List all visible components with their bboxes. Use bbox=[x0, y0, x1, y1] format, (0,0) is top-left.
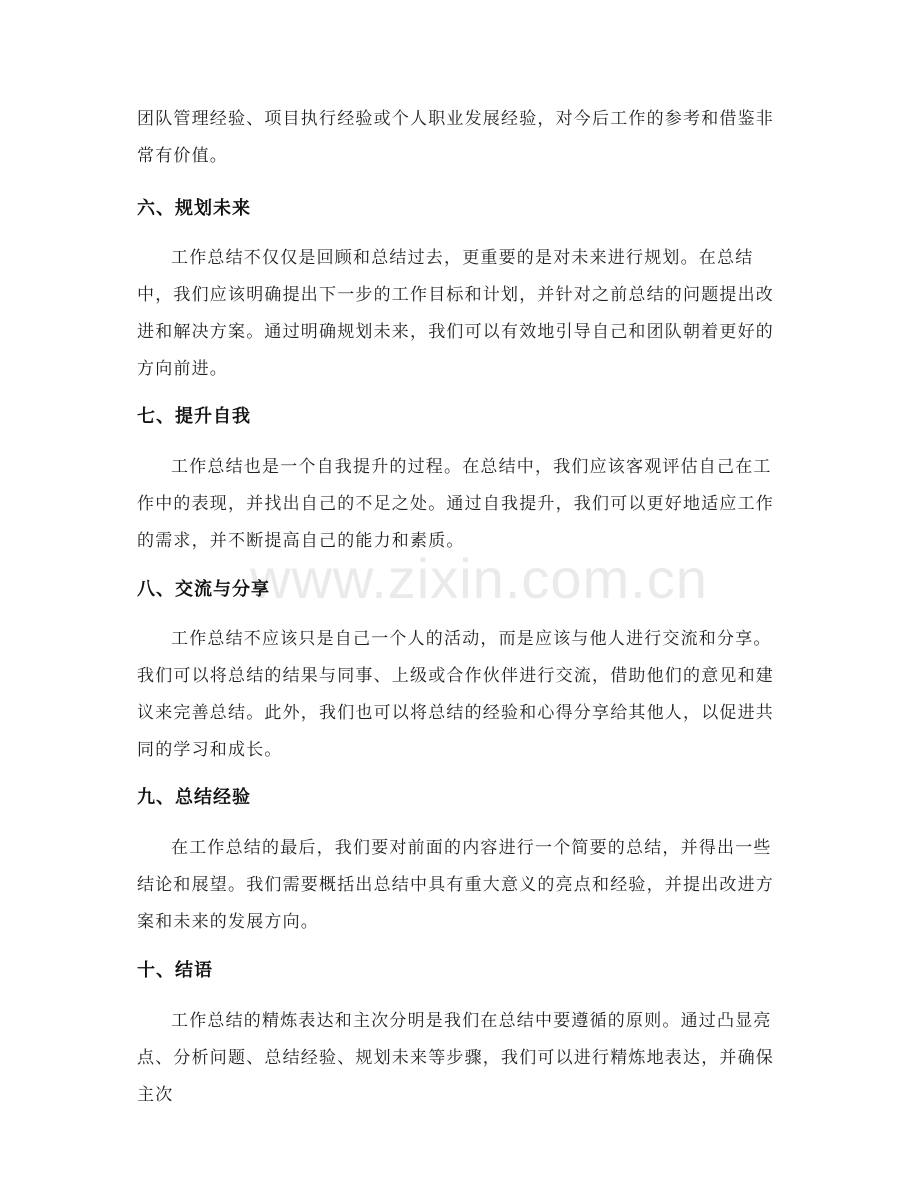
section-heading-improve-self: 七、提升自我 bbox=[137, 406, 251, 427]
section-body-plan-future: 工作总结不仅仅是回顾和总结过去，更重要的是对未来进行规划。在总结中，我们应该明确提出下一步的工作目标和计划，并针对之前总结的问题提出改进和解决方案。通过明确规划未来，我们可以有效地引导自己和团队朝着更好的方向前进。 bbox=[137, 248, 774, 379]
section-heading-conclusion: 十、结语 bbox=[137, 960, 213, 981]
section-body-improve-self: 工作总结也是一个自我提升的过程。在总结中，我们应该客观评估自己在工作中的表现，并找出自己的不足之处。通过自我提升，我们可以更好地适应工作的需求，并不断提高自己的能力和素质。 bbox=[137, 457, 774, 551]
section-body-conclusion: 工作总结的精炼表达和主次分明是我们在总结中要遵循的原则。通过凸显亮点、分析问题、总结经验、规划未来等步骤，我们可以进行精炼地表达，并确保主次 bbox=[137, 1011, 774, 1105]
section-body-communicate-share: 工作总结不应该只是自己一个人的活动，而是应该与他人进行交流和分享。我们可以将总结的结果与同事、上级或合作伙伴进行交流，借助他们的意见和建议来完善总结。此外，我们也可以将总结的经验和心得分享给其他人，以促进共同的学习和成长。 bbox=[137, 629, 774, 760]
watermark-text: www.zixin.com.cn bbox=[250, 547, 708, 610]
section-heading-summarize-experience: 九、总结经验 bbox=[137, 787, 251, 808]
section-body-summarize-experience: 在工作总结的最后，我们要对前面的内容进行一个简要的总结，并得出一些结论和展望。我们需要概括出总结中具有重大意义的亮点和经验，并提出改进方案和未来的发展方向。 bbox=[137, 838, 774, 932]
intro-paragraph: 团队管理经验、项目执行经验或个人职业发展经验，对今后工作的参考和借鉴非常有价值。 bbox=[137, 109, 774, 166]
section-heading-plan-future: 六、规划未来 bbox=[137, 198, 251, 219]
section-heading-communicate-share: 八、交流与分享 bbox=[137, 579, 270, 600]
